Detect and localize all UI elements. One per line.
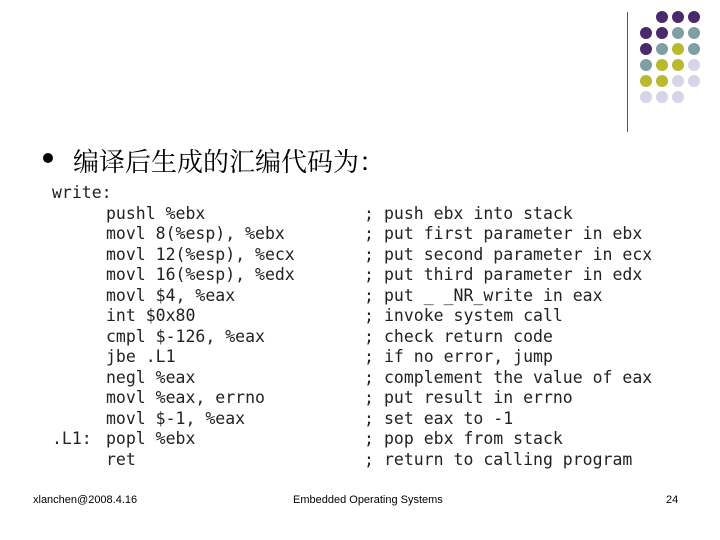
code-comment: push ebx into stack bbox=[384, 203, 573, 223]
code-line bbox=[52, 245, 692, 266]
code-semicolon: ; bbox=[364, 306, 374, 325]
code-instruction: movl 16(%esp), %edx bbox=[106, 265, 295, 284]
code-semicolon: ; bbox=[364, 347, 374, 366]
code-instruction: negl %eax bbox=[106, 367, 196, 387]
decor-dot bbox=[656, 75, 668, 87]
decor-dot bbox=[656, 91, 668, 103]
code-semicolon: ; bbox=[364, 449, 374, 469]
decor-dot bbox=[640, 43, 652, 55]
code-comment: put third parameter in edx bbox=[384, 265, 643, 284]
decor-dot bbox=[640, 27, 652, 39]
decor-dot bbox=[656, 59, 668, 71]
code-semicolon: ; bbox=[364, 429, 374, 448]
decor-dot bbox=[672, 11, 684, 23]
decor-dot bbox=[672, 43, 684, 55]
code-line bbox=[52, 409, 692, 430]
code-instruction: ret bbox=[106, 449, 136, 469]
code-instruction: movl %eax, errno bbox=[106, 388, 265, 407]
decor-dot bbox=[640, 91, 652, 103]
code-instruction: movl 8(%esp), %ebx bbox=[106, 224, 285, 243]
slide-heading: 编译后生成的汇编代码为： bbox=[73, 148, 386, 178]
code-semicolon: ; bbox=[364, 326, 374, 346]
footer-page-number: 24 bbox=[666, 494, 679, 506]
code-line bbox=[52, 224, 692, 245]
decor-dot bbox=[672, 91, 684, 103]
code-line bbox=[52, 265, 692, 286]
decor-dot bbox=[640, 75, 652, 87]
code-line bbox=[52, 429, 692, 450]
code-semicolon: ; bbox=[364, 367, 374, 387]
code-instruction: movl 12(%esp), %ecx bbox=[106, 244, 295, 264]
decor-dot bbox=[688, 75, 700, 87]
code-comment: return to calling program bbox=[384, 449, 633, 469]
code-line bbox=[52, 347, 692, 368]
code-semicolon: ; bbox=[364, 244, 374, 264]
code-comment: check return code bbox=[384, 326, 553, 346]
code-line bbox=[52, 306, 692, 327]
code-semicolon: ; bbox=[364, 224, 374, 243]
code-line bbox=[52, 286, 692, 307]
code-line bbox=[52, 183, 692, 204]
code-instruction: cmpl $-126, %eax bbox=[106, 326, 265, 346]
code-instruction: movl $4, %eax bbox=[106, 285, 236, 305]
code-semicolon: ; bbox=[364, 203, 374, 223]
decor-dot bbox=[672, 59, 684, 71]
code-line bbox=[52, 327, 692, 348]
assembly-code-block bbox=[52, 183, 692, 470]
code-semicolon: ; bbox=[364, 408, 374, 428]
code-comment: put first parameter in ebx bbox=[384, 224, 643, 243]
code-line bbox=[52, 450, 692, 471]
footer-author-date: xlanchen@2008.4.16 bbox=[33, 494, 138, 506]
code-semicolon: ; bbox=[364, 388, 374, 407]
code-line bbox=[52, 204, 692, 225]
code-comment: set eax to -1 bbox=[384, 408, 514, 428]
code-semicolon: ; bbox=[364, 265, 374, 284]
code-comment: invoke system call bbox=[384, 306, 563, 325]
code-label: .L1: bbox=[52, 429, 92, 448]
code-comment: put result in errno bbox=[384, 388, 573, 407]
code-line bbox=[52, 368, 692, 389]
decor-dot bbox=[656, 27, 668, 39]
code-comment: put second parameter in ecx bbox=[384, 244, 653, 264]
code-instruction: jbe .L1 bbox=[106, 347, 176, 366]
decor-dot-grid bbox=[640, 11, 720, 121]
code-instruction: popl %ebx bbox=[106, 429, 196, 448]
decor-dot bbox=[672, 27, 684, 39]
decor-dot bbox=[688, 59, 700, 71]
code-comment: put _ _NR_write in eax bbox=[384, 285, 603, 305]
code-label: write: bbox=[52, 183, 112, 202]
code-semicolon: ; bbox=[364, 285, 374, 305]
code-instruction: pushl %ebx bbox=[106, 203, 206, 223]
code-instruction: movl $-1, %eax bbox=[106, 408, 246, 428]
decor-dot bbox=[688, 27, 700, 39]
decor-dot bbox=[656, 43, 668, 55]
code-comment: complement the value of eax bbox=[384, 367, 653, 387]
code-comment: pop ebx from stack bbox=[384, 429, 563, 448]
decor-dot bbox=[640, 59, 652, 71]
decor-dot bbox=[688, 11, 700, 23]
decor-dot bbox=[688, 43, 700, 55]
bullet-icon bbox=[43, 153, 53, 163]
decor-dot bbox=[656, 11, 668, 23]
code-line bbox=[52, 388, 692, 409]
code-comment: if no error, jump bbox=[384, 347, 553, 366]
footer-course-title: Embedded Operating Systems bbox=[293, 494, 443, 506]
code-instruction: int $0x80 bbox=[106, 306, 196, 325]
decor-vertical-line bbox=[627, 12, 628, 132]
decor-dot bbox=[672, 75, 684, 87]
